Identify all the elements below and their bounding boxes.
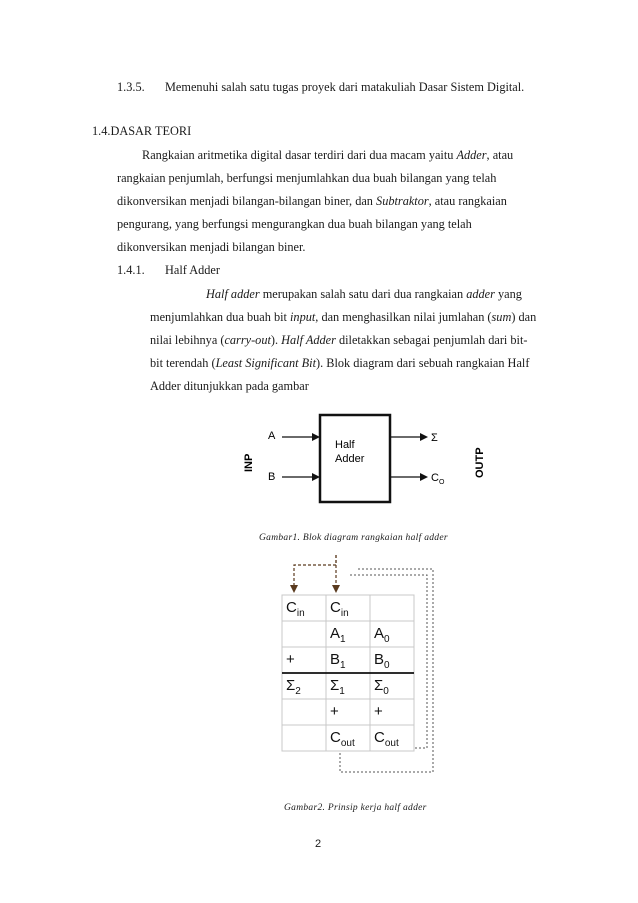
table-cell: + [286, 651, 295, 668]
arrow-icon [420, 473, 428, 481]
page-number: 2 [315, 838, 322, 850]
figure1-caption: Gambar1. Blok diagram rangkaian half adder [259, 533, 448, 543]
section-heading: 1.4.DASAR TEORI [92, 124, 192, 138]
input-b-label: B [268, 471, 276, 483]
paragraph-line: dikonversikan menjadi bilangan biner. [117, 240, 306, 254]
table-cell: $A_1$ [330, 625, 346, 645]
paragraph-line: Adder ditunjukkan pada gambar [150, 379, 309, 393]
item-text: Memenuhi salah satu tugas proyek dari matakuliah Dasar Sistem Digital. [165, 80, 525, 94]
table-cell: $C_{in}$ [330, 599, 349, 619]
half-adder-block-diagram [230, 410, 500, 515]
paragraph-line: Rangkaian aritmetika digital dasar terdiri dari dua macam yaitu Adder, atau [142, 148, 514, 162]
table-cell: $C_{out}$ [374, 729, 399, 749]
block-label-line2: Adder [335, 453, 365, 465]
table-cell: $C_{in}$ [286, 599, 305, 619]
table-cell: $A_0$ [374, 625, 390, 645]
table-cell: $C_{out}$ [330, 729, 355, 749]
table-cell: $\Sigma_0$ [374, 677, 389, 697]
table-cell: $\Sigma_1$ [330, 677, 345, 697]
paragraph-line: bit terendah (Least Significant Bit). Blok diagram dari sebuah rangkaian Half [150, 356, 530, 370]
subsection-number: 1.4.1. [117, 263, 145, 277]
input-label: INP [243, 453, 255, 472]
paragraph-line: Half adder merupakan salah satu dari dua rangkaian adder yang [206, 287, 522, 301]
arrow-icon [420, 433, 428, 441]
figure2-caption: Gambar2. Prinsip kerja half adder [284, 803, 427, 813]
table-cell: $B_1$ [330, 651, 346, 671]
arrow-icon [290, 585, 298, 593]
paragraph-line: rangkaian penjumlah, berfungsi menjumlahkan dua buah bilangan yang telah [117, 171, 497, 185]
sum-label: Σ [431, 432, 438, 444]
table-cell: + [330, 703, 339, 720]
arrow-icon [332, 585, 340, 593]
table-cell: $\Sigma_2$ [286, 677, 301, 697]
subsection-title: Half Adder [165, 263, 220, 277]
half-adder-principle-diagram [270, 555, 445, 780]
input-a-label: A [268, 430, 276, 442]
item-number: 1.3.5. [117, 80, 145, 94]
paragraph-line: dikonversikan menjadi bilangan-bilangan biner, dan Subtraktor, atau rangkaian [117, 194, 507, 208]
table-cell: + [374, 703, 383, 720]
paragraph-line: nilai lebihnya (carry-out). Half Adder diletakkan sebagai penjumlah dari bit- [150, 333, 528, 347]
paragraph-line: menjumlahkan dua buah bit input, dan menghasilkan nilai jumlahan (sum) dan [150, 310, 537, 324]
output-label: OUTP [474, 447, 486, 478]
block-label-line1: Half [335, 439, 355, 451]
carry-label: $C_O$ [431, 472, 445, 486]
table-cell: $B_0$ [374, 651, 390, 671]
paragraph-line: pengurang, yang berfungsi mengurangkan dua buah bilangan yang telah [117, 217, 472, 231]
carry-feedback-line [294, 565, 336, 585]
